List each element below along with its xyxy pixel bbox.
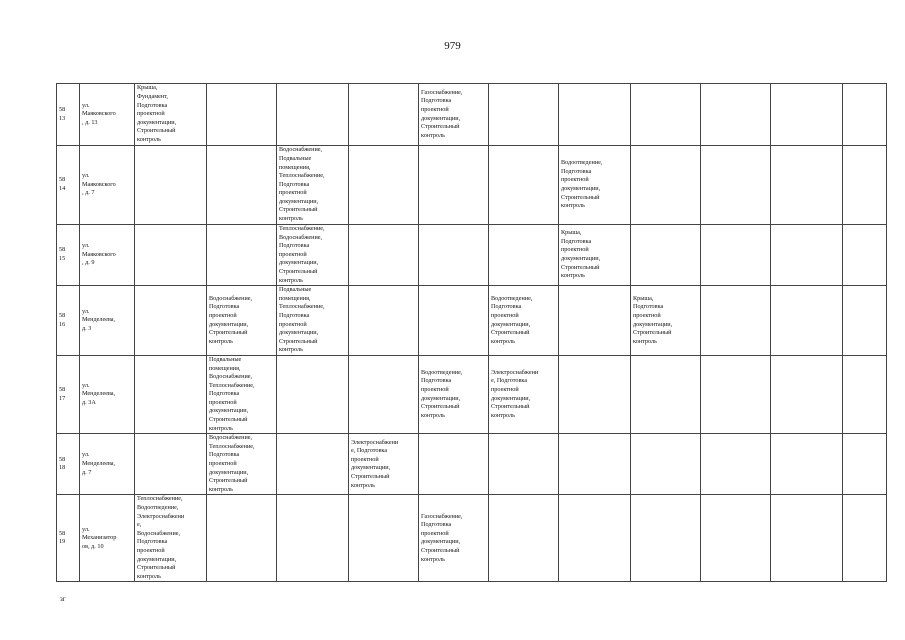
- work-cell-text: Водоснабжение, Подготовка проектной документации, Строительный контроль: [209, 294, 253, 345]
- work-cell: [135, 286, 207, 356]
- work-cell-text: Водоснабжение, Теплоснабжение, Подготовка проектной документации, Строительный контроль: [209, 434, 255, 493]
- work-cell: [559, 355, 631, 433]
- work-cell-text: Подвальные помещения, Теплоснабжение, Подготовка проектной документации, Строительный контроль: [279, 286, 325, 354]
- row-number-cell-text: 58 13: [59, 105, 66, 122]
- work-cell-text: Подвальные помещения, Водоснабжение, Теплоснабжение, Подготовка проектной документации, Строительный контроль: [209, 355, 255, 432]
- address-cell-text: ул. Менделеева, д. 3А: [82, 381, 116, 406]
- work-cell: [701, 434, 771, 495]
- work-cell: [349, 225, 419, 286]
- work-cell: [771, 495, 843, 582]
- work-cell: [277, 434, 349, 495]
- work-cell: [349, 146, 419, 225]
- table-row: [57, 146, 887, 225]
- work-cell-text: Электроснабжени е, Подготовка проектной документации, Строительный контроль: [351, 438, 399, 489]
- address-cell: [80, 355, 135, 433]
- address-cell-text: ул. Маяковского , д. 7: [82, 172, 116, 197]
- work-cell: [701, 84, 771, 146]
- work-cell: [771, 146, 843, 225]
- work-cell-text: Крыша, Фундамент, Подготовка проектной документации, Строительный контроль: [137, 84, 177, 143]
- work-cell: [771, 84, 843, 146]
- work-cell: [771, 225, 843, 286]
- work-cell: [207, 434, 277, 495]
- address-cell-text: ул. Механизатор ов, д. 10: [82, 525, 117, 550]
- work-cell: [631, 434, 701, 495]
- work-cell: [843, 146, 887, 225]
- address-cell: [80, 286, 135, 356]
- work-cell: [701, 146, 771, 225]
- table-row: [57, 434, 887, 495]
- work-cell: [559, 146, 631, 225]
- work-cell: [843, 225, 887, 286]
- page-number: 979: [444, 40, 461, 52]
- work-cell: [771, 355, 843, 433]
- work-cell: [631, 355, 701, 433]
- work-cell: [843, 355, 887, 433]
- work-cell: [349, 286, 419, 356]
- work-cell: [559, 286, 631, 356]
- work-cell: [489, 286, 559, 356]
- work-cell: [559, 434, 631, 495]
- work-cell: [419, 286, 489, 356]
- work-cell: [349, 495, 419, 582]
- work-cell: [701, 225, 771, 286]
- work-cell: [843, 84, 887, 146]
- table-row: [57, 225, 887, 286]
- work-cell: [135, 146, 207, 225]
- work-cell: [701, 355, 771, 433]
- work-cell: [631, 146, 701, 225]
- work-cell: [489, 225, 559, 286]
- work-cell: [135, 355, 207, 433]
- table-row: [57, 495, 887, 582]
- work-cell: [277, 225, 349, 286]
- work-cell: [207, 146, 277, 225]
- address-cell: [80, 146, 135, 225]
- work-cell: [843, 495, 887, 582]
- works-table: [56, 83, 887, 582]
- work-cell: [419, 225, 489, 286]
- row-number-cell: [57, 84, 80, 146]
- work-cell: [419, 146, 489, 225]
- work-cell: [559, 225, 631, 286]
- address-cell: [80, 434, 135, 495]
- work-cell: [701, 286, 771, 356]
- work-cell: [277, 84, 349, 146]
- work-cell: [207, 495, 277, 582]
- work-cell: [771, 434, 843, 495]
- row-number-cell-text: 58 14: [59, 176, 66, 192]
- work-cell: [277, 146, 349, 225]
- work-cell-text: Теплоснабжение, Водоснабжение, Подготовка проектной документации, Строительный контроль: [279, 225, 325, 284]
- work-cell-text: Водоснабжение, Подвальные помещения, Теплоснабжение, Подготовка проектной документации, Строительный контроль: [279, 146, 325, 223]
- work-cell: [349, 434, 419, 495]
- row-number-cell: [57, 225, 80, 286]
- address-cell: [80, 225, 135, 286]
- work-cell: [843, 286, 887, 356]
- work-cell: [419, 434, 489, 495]
- row-number-cell: [57, 434, 80, 495]
- work-cell: [135, 84, 207, 146]
- work-cell-text: Водоотведение, Подготовка проектной документации, Строительный контроль: [561, 159, 603, 210]
- work-cell: [277, 495, 349, 582]
- work-cell: [559, 495, 631, 582]
- work-cell: [349, 84, 419, 146]
- work-cell: [277, 286, 349, 356]
- work-cell: [349, 355, 419, 433]
- row-number-cell-text: 58 18: [59, 455, 66, 472]
- work-cell: [489, 146, 559, 225]
- work-cell: [277, 355, 349, 433]
- work-cell: [135, 495, 207, 582]
- work-cell-text: Крыша, Подготовка проектной документации, Строительный контроль: [633, 294, 673, 345]
- work-cell-text: Электроснабжени е, Подготовка проектной документации, Строительный контроль: [491, 368, 539, 419]
- row-number-cell-text: 58 15: [59, 246, 66, 263]
- work-cell-text: Водоотведение, Подготовка проектной документации, Строительный контроль: [491, 294, 533, 345]
- address-cell-text: ул. Менделеева, д. 7: [82, 451, 116, 476]
- address-cell-text: ул. Менделеева, д. 3: [82, 307, 116, 332]
- address-cell: [80, 495, 135, 582]
- work-cell: [631, 286, 701, 356]
- row-number-cell-text: 58 17: [59, 385, 66, 402]
- row-number-cell-text: 58 16: [59, 311, 66, 328]
- work-cell: [207, 286, 277, 356]
- table-row: [57, 84, 887, 146]
- work-cell: [631, 84, 701, 146]
- work-cell: [489, 434, 559, 495]
- work-cell-text: Крыша, Подготовка проектной документации, Строительный контроль: [561, 229, 601, 280]
- table-row: [57, 286, 887, 356]
- work-cell: [419, 355, 489, 433]
- work-cell: [419, 495, 489, 582]
- work-cell: [631, 495, 701, 582]
- address-cell-text: ул. Маяковского , д. 13: [82, 101, 116, 126]
- work-cell: [135, 225, 207, 286]
- work-cell: [419, 84, 489, 146]
- work-cell: [489, 84, 559, 146]
- table-row: [57, 355, 887, 433]
- work-cell: [489, 355, 559, 433]
- row-number-cell: [57, 495, 80, 582]
- work-cell-text: Водоотведение, Подготовка проектной документации, Строительный контроль: [421, 368, 463, 419]
- work-cell: [489, 495, 559, 582]
- work-cell-text: Теплоснабжение, Водоотведение, Электроснабжени е, Водоснабжение, Подготовка проектной документации, Строительный контроль: [137, 495, 185, 580]
- work-cell: [207, 225, 277, 286]
- work-cell: [559, 84, 631, 146]
- footer-mark: зг: [60, 595, 66, 603]
- work-cell-text: Газоснабжение, Подготовка проектной документации, Строительный контроль: [421, 88, 463, 139]
- address-cell-text: ул. Маяковского , д. 9: [82, 242, 116, 267]
- row-number-cell: [57, 286, 80, 356]
- row-number-cell-text: 58 19: [59, 529, 66, 546]
- work-cell: [631, 225, 701, 286]
- work-cell: [135, 434, 207, 495]
- work-cell: [701, 495, 771, 582]
- work-cell: [771, 286, 843, 356]
- work-cell: [207, 355, 277, 433]
- row-number-cell: [57, 355, 80, 433]
- work-cell-text: Газоснабжение, Подготовка проектной документации, Строительный контроль: [421, 512, 463, 563]
- work-cell: [207, 84, 277, 146]
- row-number-cell: [57, 146, 80, 225]
- address-cell: [80, 84, 135, 146]
- work-cell: [843, 434, 887, 495]
